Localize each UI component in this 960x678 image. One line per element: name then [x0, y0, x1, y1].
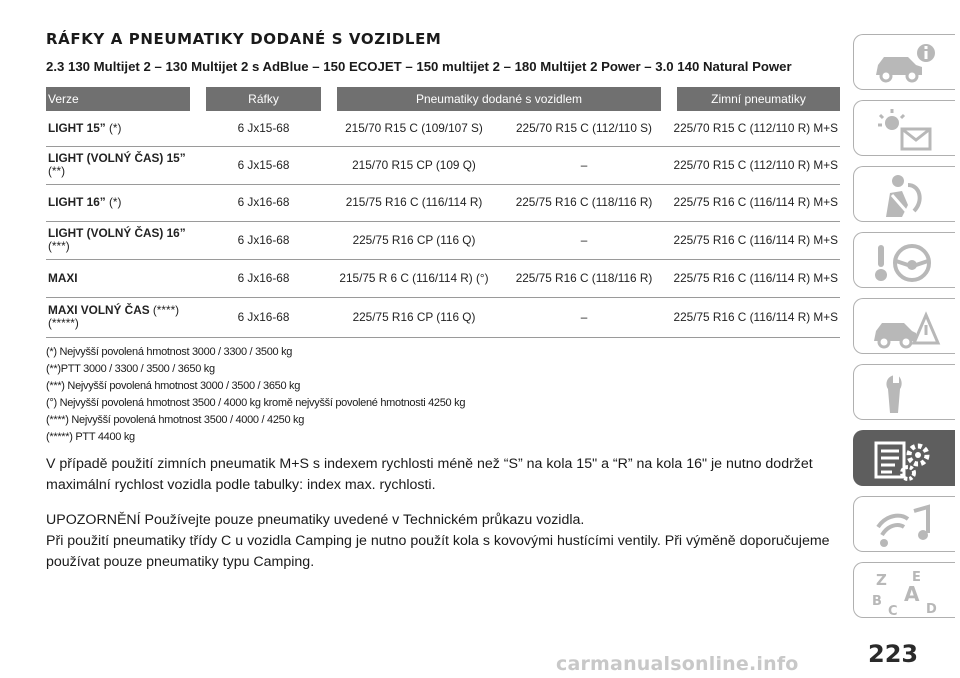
footnote: (*****) PTT 4400 kg	[46, 430, 135, 443]
cell-tyre-a: 215/70 R15 C (109/107 S)	[329, 111, 499, 146]
version-note: (****) (*****)	[48, 303, 180, 330]
multimedia-icon	[868, 501, 942, 551]
table-row	[46, 146, 840, 184]
cell-winter: 225/75 R16 C (116/114 R) M+S	[669, 297, 840, 337]
dashboard-lights-icon	[868, 105, 942, 155]
tab-emergency[interactable]	[853, 298, 955, 354]
car-info-icon	[868, 39, 942, 89]
footnote: (**)PTT 3000 / 3300 / 3500 / 3650 kg	[46, 362, 215, 375]
airbag-safety-icon	[868, 171, 942, 221]
version-name: MAXI	[48, 270, 78, 285]
cell-version	[46, 111, 198, 146]
cell-tyre-a: 215/75 R16 C (116/114 R)	[329, 184, 499, 221]
header-rafky: Ráfky	[198, 87, 329, 111]
footnote: (°) Nejvyšší povolená hmotnost 3500 / 4000 kg kromě nejvyšší povolené hmotnosti 4250 kg	[46, 396, 466, 409]
cell-rim: 6 Jx16-68	[198, 184, 329, 221]
cell-winter: 225/75 R16 C (116/114 R) M+S	[669, 184, 840, 221]
cell-tyre-a: 225/75 R16 CP (116 Q)	[329, 221, 499, 259]
cell-winter: 225/70 R15 C (112/110 R) M+S	[669, 111, 840, 146]
tab-technical-data[interactable]	[853, 430, 955, 486]
index-letter-c: C	[888, 604, 898, 617]
cell-tyre-b: –	[499, 221, 669, 259]
table-row	[46, 297, 840, 337]
footnote: (*) Nejvyšší povolená hmotnost 3000 / 3300 / 3500 kg	[46, 345, 293, 358]
cell-version	[46, 297, 198, 337]
version-name: LIGHT 15”	[48, 120, 106, 135]
index-letter-e: E	[912, 570, 921, 585]
cell-tyre-b: 225/75 R16 C (118/116 R)	[499, 184, 669, 221]
cell-rim: 6 Jx15-68	[198, 146, 329, 184]
version-name: LIGHT (VOLNÝ ČAS) 16”	[48, 226, 186, 240]
header-pneumatiky: Pneumatiky dodané s vozidlem	[329, 87, 669, 111]
content-area	[46, 30, 840, 573]
cell-tyre-a: 225/75 R16 CP (116 Q)	[329, 297, 499, 337]
version-note: (*)	[108, 120, 122, 135]
cell-tyre-a: 215/70 R15 CP (109 Q)	[329, 146, 499, 184]
version-note: (*)	[108, 195, 122, 209]
cell-version	[46, 146, 198, 184]
table-row	[46, 259, 840, 297]
wrench-service-icon	[868, 369, 942, 419]
cell-tyre-a: 215/75 R 6 C (116/114 R) (°)	[329, 259, 499, 297]
table-row	[46, 111, 840, 146]
engine-variants-subtitle: 2.3 130 Multijet 2 – 130 Multijet 2 s AdBlue – 150 ECOJET – 150 multijet 2 – 180 Multijet 2 Power – 3.0 140 Natural Power	[46, 59, 792, 74]
table-header-row	[46, 87, 840, 111]
section-title: RÁFKY A PNEUMATIKY DODANÉ S VOZIDLEM	[46, 30, 442, 48]
version-note: (***)	[48, 239, 70, 253]
warning-paragraph: UPOZORNĚNÍ Používejte pouze pneumatiky uvedené v Technickém průkazu vozidla.	[46, 511, 585, 528]
steering-wheel-icon	[868, 237, 942, 287]
cell-tyre-b: –	[499, 146, 669, 184]
version-name: MAXI VOLNÝ ČAS	[48, 303, 150, 317]
cell-winter: 225/75 R16 C (116/114 R) M+S	[669, 221, 840, 259]
watermark: carmanualsonline.info	[556, 653, 799, 675]
cell-tyre-b: 225/75 R16 C (118/116 R)	[499, 259, 669, 297]
winter-tyre-paragraph: V případě použití zimních pneumatik M+S s indexem rychlosti méně než “S” na kola 15" a “R” na kola 16" je nutno dodržet maximální rychlost vozidla podle tabulky: index max. rychlosti.	[46, 455, 813, 493]
cell-rim: 6 Jx16-68	[198, 221, 329, 259]
table-row	[46, 184, 840, 221]
cell-rim: 6 Jx16-68	[198, 297, 329, 337]
cell-tyre-b: 225/70 R15 C (112/110 S)	[499, 111, 669, 146]
index-letter-b: B	[872, 594, 882, 609]
footnote: (****) Nejvyšší povolená hmotnost 3500 / 4000 / 4250 kg	[46, 413, 305, 426]
index-letter-a: A	[904, 582, 920, 606]
tab-car-info[interactable]	[853, 34, 955, 90]
header-verze: Verze	[46, 87, 198, 111]
header-zimni: Zimní pneumatiky	[669, 87, 840, 111]
cell-rim: 6 Jx15-68	[198, 111, 329, 146]
tab-dashboard-lights[interactable]	[853, 100, 955, 156]
cell-winter: 225/70 R15 C (112/110 R) M+S	[669, 146, 840, 184]
version-note: (**)	[48, 164, 66, 178]
camping-paragraph: Při použití pneumatiky třídy C u vozidla Camping je nutno použít kola s kovovými hustícími ventily. Při výměně doporučujeme používat pouze pneumatiky typu Camping.	[46, 532, 830, 570]
tab-multimedia[interactable]	[853, 496, 955, 552]
cell-version	[46, 259, 198, 297]
tab-service[interactable]	[853, 364, 955, 420]
tab-driving[interactable]	[853, 232, 955, 288]
car-warning-icon	[868, 303, 942, 353]
cell-tyre-b: –	[499, 297, 669, 337]
footnote: (***) Nejvyšší povolená hmotnost 3000 / 3500 / 3650 kg	[46, 379, 301, 392]
index-letter-z: Z	[876, 571, 887, 589]
cell-version	[46, 221, 198, 259]
technical-data-icon	[868, 435, 942, 485]
cell-rim: 6 Jx16-68	[198, 259, 329, 297]
tab-index[interactable]	[853, 562, 955, 618]
index-letter-d: D	[926, 602, 937, 617]
cell-version	[46, 184, 198, 221]
footnotes	[46, 344, 840, 446]
version-name: LIGHT 16”	[48, 195, 106, 209]
page-number: 223	[868, 640, 919, 668]
table-row	[46, 221, 840, 259]
cell-winter: 225/75 R16 C (116/114 R) M+S	[669, 259, 840, 297]
version-name: LIGHT (VOLNÝ ČAS) 15”	[48, 151, 186, 165]
alphabetical-index-icon	[868, 567, 942, 617]
tyre-table	[46, 87, 840, 338]
tab-safety[interactable]	[853, 166, 955, 222]
